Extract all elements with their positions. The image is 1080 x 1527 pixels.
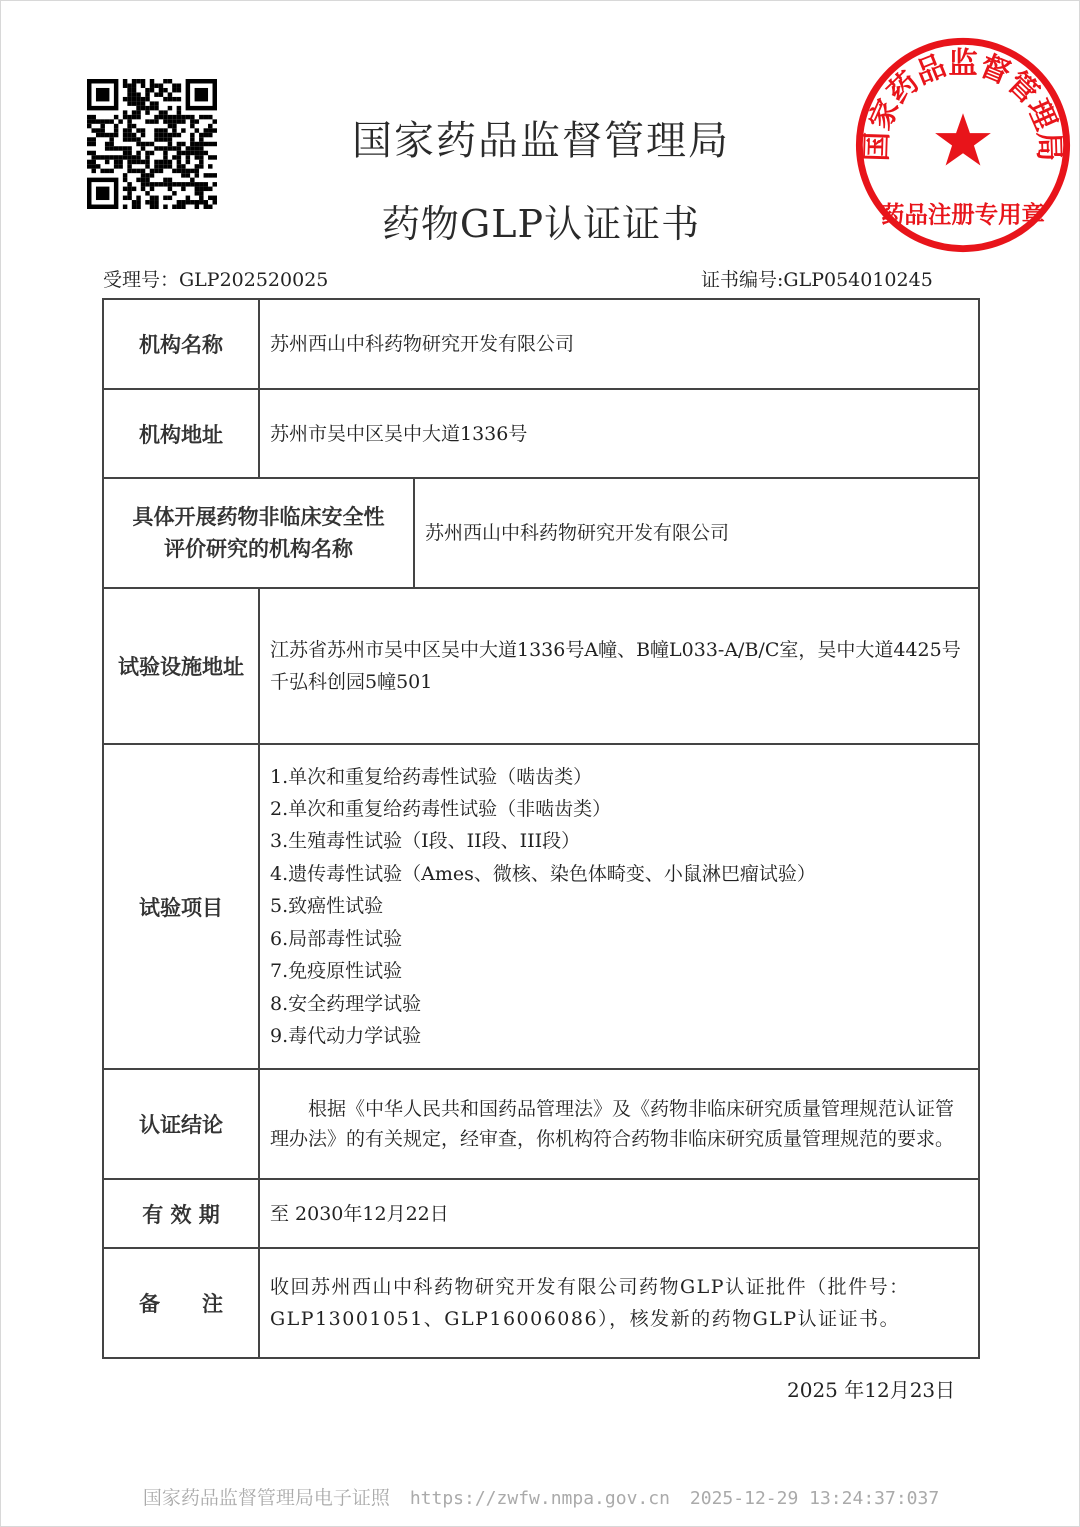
row-facility [104, 589, 978, 745]
row-org-name [104, 300, 978, 390]
label: 机构地址 [104, 390, 260, 477]
footer-url[interactable]: https://zwfw.nmpa.gov.cn [409, 1488, 670, 1509]
acceptance-number: 受理号：GLP202520025 [103, 269, 329, 291]
value: 江苏省苏州市吴中区吴中大道1336号A幢、B幢L033-A/B/C室，吴中大道4425号千弘科创园5幢501 [270, 639, 961, 693]
value: 苏州市吴中区吴中大道1336号 [270, 422, 528, 445]
label: 认证结论 [104, 1070, 260, 1178]
label: 试验项目 [104, 745, 260, 1068]
label [104, 479, 415, 587]
label-line: 具体开展药物非临床安全性 [132, 504, 385, 529]
certificate-table [102, 298, 980, 1359]
row-validity [104, 1180, 978, 1249]
test-item-list [260, 745, 978, 1068]
value: 收回苏州西山中科药物研究开发有限公司药物GLP认证批件（批件号：GLP13001051、GLP16006086），核发新的药物GLP认证证书。 [270, 1276, 910, 1330]
test-item: 2.单次和重复给药毒性试验（非啮齿类） [270, 798, 612, 821]
certificate-title: 药物GLP认证证书 [381, 202, 701, 246]
label: 试验设施地址 [104, 589, 260, 743]
row-conclusion [104, 1070, 978, 1180]
footer [1, 1483, 1080, 1510]
test-item: 3.生殖毒性试验（I段、II段、III段） [270, 830, 581, 853]
value: 根据《中华人民共和国药品管理法》及《药物非临床研究质量管理规范认证管理办法》的有关规定，经审查，你机构符合药物非临床研究质量管理规范的要求。 [270, 1098, 955, 1150]
label-line: 评价研究的机构名称 [164, 536, 353, 561]
row-test-items [104, 745, 978, 1070]
footer-timestamp: 2025-12-29 13:24:37:037 [689, 1488, 940, 1509]
test-item: 5.致癌性试验 [270, 895, 384, 918]
test-item: 4.遗传毒性试验（Ames、微核、染色体畸变、小鼠淋巴瘤试验） [270, 862, 816, 885]
row-org-address [104, 390, 978, 479]
row-remarks [104, 1249, 978, 1359]
star-icon [935, 113, 991, 165]
issue-date: 2025 年12月23日 [787, 1378, 956, 1402]
test-item: 7.免疫原性试验 [270, 960, 403, 983]
label: 备 注 [104, 1249, 260, 1357]
certificate-number: 证书编号:GLP054010245 [701, 269, 933, 291]
test-item: 9.毒代动力学试验 [270, 1024, 422, 1047]
svg-text:药品注册专用章: 药品注册专用章 [880, 200, 1046, 229]
value: 苏州西山中科药物研究开发有限公司 [270, 333, 575, 355]
issuer-title: 国家药品监督管理局 [352, 118, 730, 164]
footer-label: 国家药品监督管理局电子证照 [142, 1487, 390, 1509]
label: 有 效 期 [104, 1180, 260, 1247]
row-exec-org [104, 479, 978, 589]
official-seal-stamp [853, 35, 1073, 255]
test-item: 1.单次和重复给药毒性试验（啮齿类） [270, 765, 593, 788]
test-item: 6.局部毒性试验 [270, 927, 403, 950]
value: 至 2030年12月22日 [270, 1202, 449, 1225]
svg-text:国家药品监督管理局: 国家药品监督管理局 [859, 46, 1067, 162]
test-item: 8.安全药理学试验 [270, 992, 422, 1015]
label: 机构名称 [104, 300, 260, 388]
value: 苏州西山中科药物研究开发有限公司 [425, 522, 730, 544]
